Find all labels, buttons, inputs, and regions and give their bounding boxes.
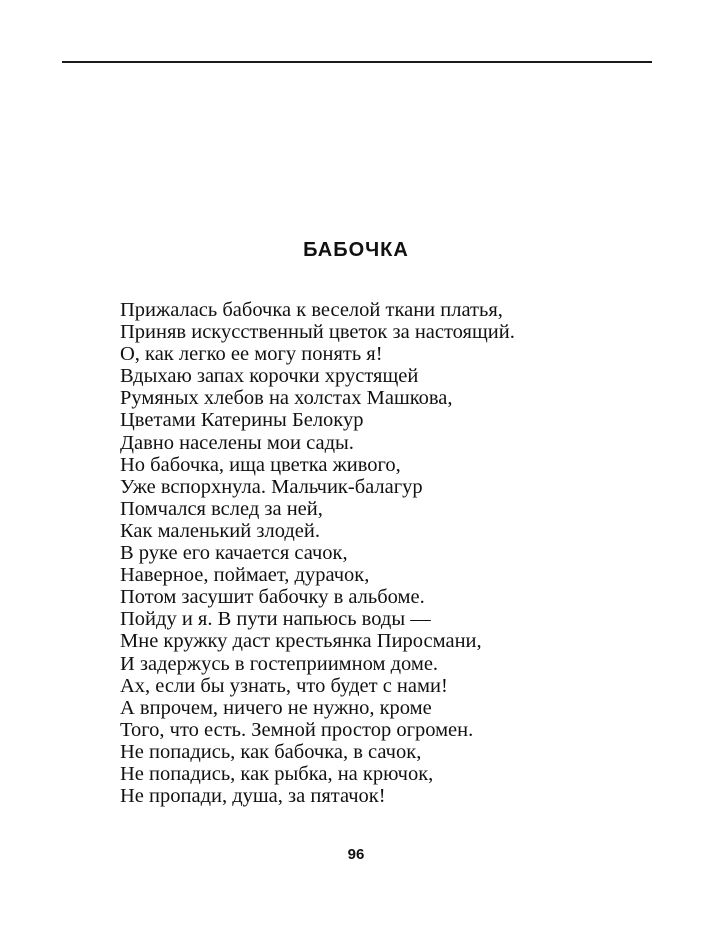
poem-line: Ах, если бы узнать, что будет с нами! xyxy=(120,674,448,697)
poem-line: Румяных хлебов на холстах Машкова, xyxy=(120,387,453,410)
poem-line: Приняв искусственный цветок за настоящий. xyxy=(120,321,515,344)
poem-line: Помчался вслед за ней, xyxy=(120,497,323,520)
poem-line: И задержусь в гостеприимном доме. xyxy=(120,652,439,675)
page-number: 96 xyxy=(347,846,365,863)
top-rule-divider xyxy=(62,61,652,63)
poem-line: Давно населены мои сады. xyxy=(120,431,354,454)
poem-line: Мне кружку даст крестьянка Пиросмани, xyxy=(120,630,482,653)
poem-line: Не попадись, как бабочка, в сачок, xyxy=(120,740,422,763)
poem-line: Прижалась бабочка к веселой ткани платья, xyxy=(120,299,503,321)
poem-line: Как маленький злодей. xyxy=(120,519,320,542)
poem-title: БАБОЧКА xyxy=(303,239,409,261)
poem-line: А впрочем, ничего не нужно, кроме xyxy=(120,696,432,719)
poem-line: Того, что есть. Земной простор огромен. xyxy=(120,718,474,741)
poem-line: Наверное, поймает, дурачок, xyxy=(120,564,370,587)
poem-line: Не попадись, как рыбка, на крючок, xyxy=(120,762,434,785)
poem-line: Уже вспорхнула. Мальчик-балагур xyxy=(120,475,423,498)
poem-line: Не пропади, душа, за пятачок! xyxy=(120,785,386,808)
poem-line: Но бабочка, ища цветка живого, xyxy=(120,453,401,476)
poem-body xyxy=(120,299,680,807)
poem-line: О, как легко ее могу понять я! xyxy=(120,343,383,366)
poem-line: В руке его качается сачок, xyxy=(120,542,348,565)
poem-line: Пойду и я. В пути напьюсь воды — xyxy=(120,608,431,631)
poem-line: Потом засушит бабочку в альбоме. xyxy=(120,586,425,609)
poem-line: Вдыхаю запах корочки хрустящей xyxy=(120,365,419,388)
poem-line: Цветами Катерины Белокур xyxy=(120,409,364,432)
